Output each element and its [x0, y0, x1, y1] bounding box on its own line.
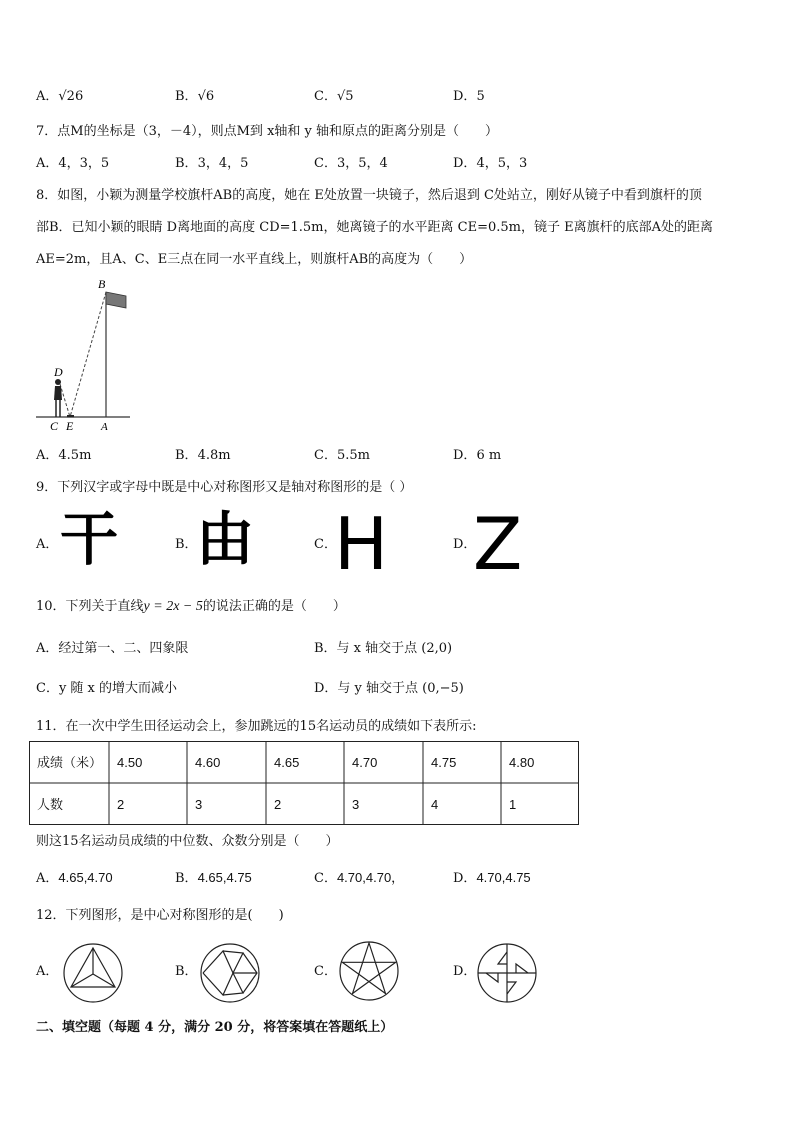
option-value: 4.70,4.75: [476, 870, 531, 885]
q9-stem: 9．下列汉字或字母中既是中心对称图形又是轴对称图形的是（ ）: [36, 480, 413, 495]
q12-option-a-letter: A．: [36, 964, 59, 979]
q10-option-d: D．与 y 轴交于点 (0,−5): [314, 681, 464, 696]
table-cell: 3: [195, 797, 203, 812]
option-value: 3，4，5: [197, 156, 249, 171]
table-cell: 4.80: [509, 755, 535, 770]
q10-option-a: A．经过第一、二、四象限: [36, 641, 189, 656]
option-value: 4.65,4.70: [58, 870, 113, 885]
circle-arrow-figure: [199, 942, 261, 1004]
option-letter: A．: [36, 871, 59, 886]
q9-option-a-letter: A．: [36, 537, 59, 552]
q8-option-d: [453, 447, 501, 465]
option-value: √26: [58, 89, 84, 104]
option-letter: C．: [314, 871, 337, 886]
option-letter: C．: [314, 89, 337, 104]
q11-stem: 11．在一次中学生田径运动会上，参加跳远的15名运动员的成绩如下表所示:: [36, 719, 477, 734]
q9-option-b-glyph: 由: [196, 505, 255, 573]
q7-option-d: [453, 155, 527, 173]
option-letter: C．: [314, 156, 337, 171]
table-cell: 2: [117, 797, 125, 812]
mirror-icon: [67, 415, 74, 418]
q8-stem-line3: AE=2m，且A、C、E三点在同一水平直线上，则旗杆AB的高度为（ ）: [36, 252, 473, 267]
q6-option-a: [36, 88, 83, 106]
option-value: √5: [336, 89, 354, 104]
table-cell: 4.70: [352, 755, 378, 770]
option-value: 4.65,4.75: [197, 870, 252, 885]
q8-option-c: [314, 447, 370, 465]
q10-stem: [36, 598, 346, 616]
score-table: [29, 741, 579, 825]
option-letter: A．: [36, 448, 59, 463]
q9-option-c-glyph: H: [334, 502, 389, 586]
q11-option-d: [453, 869, 531, 888]
option-letter: B．: [175, 448, 198, 463]
q12-option-c-letter: C．: [314, 964, 337, 979]
q11-option-c: [314, 869, 404, 888]
q6-option-b: [175, 88, 214, 106]
label-a: A: [101, 421, 108, 433]
option-value: 4.70,4.70，: [336, 870, 405, 885]
label-d: D: [54, 365, 63, 379]
option-value: 3，5，4: [336, 156, 388, 171]
option-value: 4，3，5: [58, 156, 110, 171]
q9-option-b-letter: B．: [175, 537, 198, 552]
q8-stem-line1: 8．如图，小颖为测量学校旗杆AB的高度，她在 E处放置一块镜子，然后退到 C处站立，刚好从镜子中看到旗杆的顶: [36, 188, 702, 203]
reflection-line: [70, 292, 106, 417]
table-cell: 人数: [37, 797, 64, 812]
flagpole-figure: [30, 272, 140, 436]
option-value: 4.8m: [197, 448, 231, 463]
q7-option-c: [314, 155, 388, 173]
q10-stem-prefix: 10．下列关于直线: [36, 599, 144, 614]
label-e: E: [66, 419, 74, 433]
label-b: B: [98, 277, 106, 291]
q8-stem-line2: 部B．已知小颖的眼睛 D离地面的高度 CD=1.5m，她离镜子的水平距离 CE=0.5m，镜子 E离旗杆的底部A处的距离: [36, 220, 713, 235]
q12-stem: 12．下列图形，是中心对称图形的是( ): [36, 908, 284, 923]
table-cell: 4.65: [274, 755, 300, 770]
table-grid: [29, 741, 579, 825]
q10-equation: y = 2x − 5: [143, 599, 203, 614]
table-cell: 4.75: [431, 755, 457, 770]
option-value: 5.5m: [336, 448, 370, 463]
option-value: 4.5m: [58, 448, 92, 463]
option-letter: B．: [175, 156, 198, 171]
table-cell: 3: [352, 797, 360, 812]
q10-stem-suffix: 的说法正确的是（ ）: [202, 599, 346, 614]
option-letter: D．: [453, 156, 477, 171]
circle-triangle-figure: [62, 942, 124, 1004]
q7-option-b: [175, 155, 248, 173]
q9-option-c-letter: C．: [314, 537, 337, 552]
label-c: C: [50, 419, 59, 433]
person-icon: [54, 379, 62, 417]
option-letter: B．: [175, 89, 198, 104]
option-value: 5: [476, 89, 485, 104]
q11-option-a: [36, 869, 113, 888]
option-letter: A．: [36, 156, 59, 171]
q12-option-d-letter: D．: [453, 964, 477, 979]
option-letter: D．: [453, 89, 477, 104]
q6-option-c: [314, 88, 354, 106]
option-letter: D．: [453, 871, 477, 886]
q9-option-d-glyph: Z: [473, 502, 523, 586]
circle-star-figure: [338, 940, 400, 1002]
q12-option-b-letter: B．: [175, 964, 198, 979]
q8-option-b: [175, 447, 231, 465]
sight-line: [60, 384, 70, 417]
option-value: 6 m: [476, 448, 502, 463]
q11-option-b: [175, 869, 252, 888]
option-letter: C．: [314, 448, 337, 463]
circle-pinwheel-figure: [476, 942, 538, 1004]
table-cell: 4.60: [195, 755, 221, 770]
section-heading: 二、填空题（每题 4 分，满分 20 分，将答案填在答题纸上）: [36, 1020, 394, 1035]
q10-option-c: C．y 随 x 的增大而减小: [36, 681, 178, 696]
option-letter: B．: [175, 871, 198, 886]
option-letter: A．: [36, 89, 59, 104]
q8-option-a: [36, 447, 91, 465]
option-value: 4，5，3: [476, 156, 528, 171]
q7-stem: 7．点M的坐标是（3，－4），则点M到 x轴和 y 轴和原点的距离分别是（ ）: [36, 124, 499, 139]
q9-option-d-letter: D．: [453, 537, 477, 552]
table-cell: 2: [274, 797, 282, 812]
q11-question: 则这15名运动员成绩的中位数、众数分别是（ ）: [36, 834, 339, 849]
q9-option-a-glyph: 干: [60, 505, 119, 573]
table-cell: 成绩（米）: [37, 755, 103, 770]
q10-option-b: B．与 x 轴交于点 (2,0): [314, 641, 453, 656]
table-cell: 4: [431, 797, 439, 812]
table-cell: 4.50: [117, 755, 143, 770]
q7-option-a: [36, 155, 109, 173]
option-value: √6: [197, 89, 215, 104]
q6-option-d: [453, 88, 485, 106]
flag-icon: [106, 292, 126, 308]
table-cell: 1: [509, 797, 517, 812]
option-letter: D．: [453, 448, 477, 463]
